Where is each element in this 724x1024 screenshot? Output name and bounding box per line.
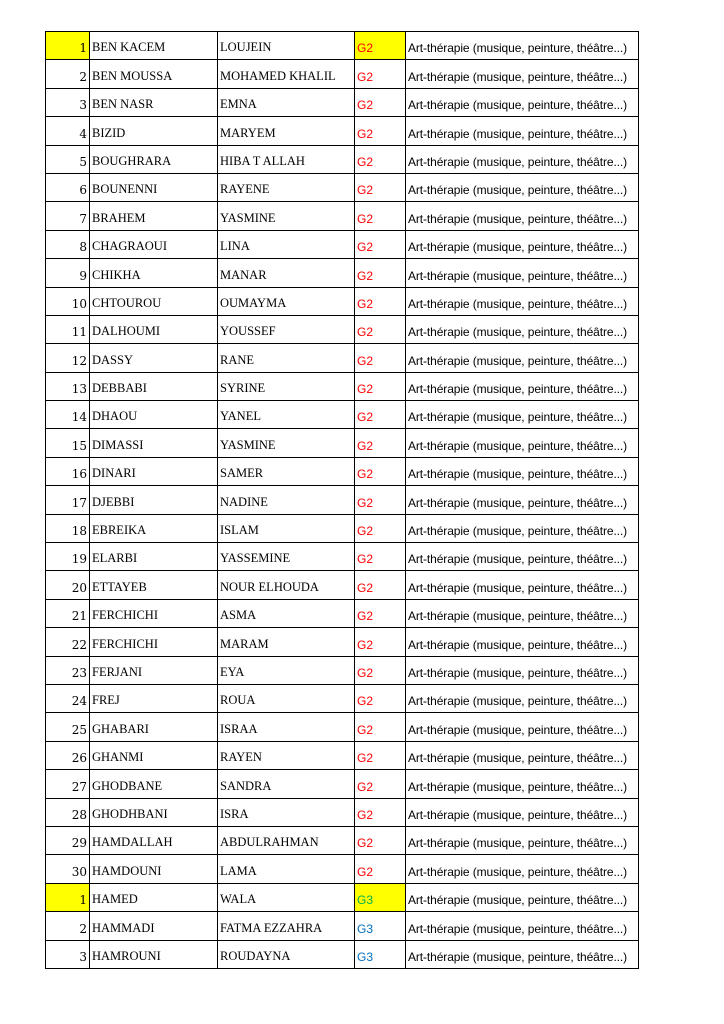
student-list-body [46,32,639,969]
first-name-cell: ROUA [218,684,355,712]
group-cell: G2 [355,230,406,258]
activity-cell: Art-thérapie (musique, peinture, théâtre...) [406,798,639,826]
table-row [46,826,639,854]
first-name-cell: YASSEMINE [218,543,355,571]
group-cell: G2 [355,543,406,571]
row-number-cell: 28 [46,798,90,826]
activity-cell: Art-thérapie (musique, peinture, théâtre...) [406,173,639,201]
last-name-cell: GHABARI [90,713,218,741]
table-row [46,88,639,116]
group-cell: G2 [355,117,406,145]
group-cell: G2 [355,514,406,542]
first-name-cell: ABDULRAHMAN [218,826,355,854]
group-cell: G2 [355,173,406,201]
row-number-cell: 9 [46,259,90,287]
row-number-cell: 12 [46,344,90,372]
first-name-cell: SANDRA [218,770,355,798]
row-number-cell: 8 [46,230,90,258]
last-name-cell: CHAGRAOUI [90,230,218,258]
first-name-cell: EYA [218,656,355,684]
group-cell: G3 [355,912,406,940]
row-number-cell: 24 [46,684,90,712]
last-name-cell: DIMASSI [90,429,218,457]
first-name-cell: YASMINE [218,429,355,457]
first-name-cell: YASMINE [218,202,355,230]
group-cell: G2 [355,684,406,712]
table-row [46,543,639,571]
table-row [46,401,639,429]
activity-cell: Art-thérapie (musique, peinture, théâtre...) [406,344,639,372]
row-number-cell: 3 [46,88,90,116]
activity-cell: Art-thérapie (musique, peinture, théâtre...) [406,656,639,684]
first-name-cell: ASMA [218,599,355,627]
activity-cell: Art-thérapie (musique, peinture, théâtre...) [406,457,639,485]
row-number-cell: 26 [46,741,90,769]
row-number-cell: 10 [46,287,90,315]
first-name-cell: RANE [218,344,355,372]
last-name-cell: DASSY [90,344,218,372]
first-name-cell: MANAR [218,259,355,287]
student-list-table [45,31,639,969]
group-cell: G2 [355,599,406,627]
first-name-cell: ISRAA [218,713,355,741]
last-name-cell: FERCHICHI [90,628,218,656]
row-number-cell: 1 [46,883,90,911]
last-name-cell: DEBBABI [90,372,218,400]
last-name-cell: CHIKHA [90,259,218,287]
last-name-cell: DINARI [90,457,218,485]
first-name-cell: HIBA T ALLAH [218,145,355,173]
group-cell: G2 [355,287,406,315]
group-cell: G2 [355,145,406,173]
group-cell: G2 [355,457,406,485]
last-name-cell: BRAHEM [90,202,218,230]
table-row [46,287,639,315]
last-name-cell: FREJ [90,684,218,712]
last-name-cell: ETTAYEB [90,571,218,599]
table-row [46,656,639,684]
first-name-cell: RAYEN [218,741,355,769]
first-name-cell: YANEL [218,401,355,429]
row-number-cell: 25 [46,713,90,741]
table-row [46,741,639,769]
group-cell: G2 [355,88,406,116]
activity-cell: Art-thérapie (musique, peinture, théâtre...) [406,145,639,173]
group-cell: G2 [355,344,406,372]
table-row [46,713,639,741]
table-row [46,770,639,798]
activity-cell: Art-thérapie (musique, peinture, théâtre...) [406,684,639,712]
row-number-cell: 30 [46,855,90,883]
row-number-cell: 18 [46,514,90,542]
first-name-cell: RAYENE [218,173,355,201]
first-name-cell: MARAM [218,628,355,656]
table-row [46,315,639,343]
table-row [46,855,639,883]
group-cell: G2 [355,32,406,60]
row-number-cell: 29 [46,826,90,854]
group-cell: G2 [355,826,406,854]
first-name-cell: SYRINE [218,372,355,400]
row-number-cell: 1 [46,32,90,60]
activity-cell: Art-thérapie (musique, peinture, théâtre...) [406,599,639,627]
table-row [46,486,639,514]
row-number-cell: 2 [46,912,90,940]
activity-cell: Art-thérapie (musique, peinture, théâtre...) [406,372,639,400]
row-number-cell: 2 [46,60,90,88]
activity-cell: Art-thérapie (musique, peinture, théâtre...) [406,429,639,457]
table-row [46,230,639,258]
table-row [46,912,639,940]
last-name-cell: BIZID [90,117,218,145]
last-name-cell: BEN MOUSSA [90,60,218,88]
activity-cell: Art-thérapie (musique, peinture, théâtre...) [406,713,639,741]
last-name-cell: GHODBANE [90,770,218,798]
last-name-cell: FERCHICHI [90,599,218,627]
group-cell: G2 [355,798,406,826]
table-row [46,117,639,145]
table-row [46,883,639,911]
first-name-cell: ISLAM [218,514,355,542]
row-number-cell: 3 [46,940,90,968]
row-number-cell: 22 [46,628,90,656]
activity-cell: Art-thérapie (musique, peinture, théâtre...) [406,117,639,145]
activity-cell: Art-thérapie (musique, peinture, théâtre...) [406,826,639,854]
row-number-cell: 27 [46,770,90,798]
activity-cell: Art-thérapie (musique, peinture, théâtre...) [406,571,639,599]
table-row [46,940,639,968]
row-number-cell: 11 [46,315,90,343]
activity-cell: Art-thérapie (musique, peinture, théâtre...) [406,315,639,343]
group-cell: G2 [355,741,406,769]
activity-cell: Art-thérapie (musique, peinture, théâtre...) [406,88,639,116]
activity-cell: Art-thérapie (musique, peinture, théâtre...) [406,741,639,769]
activity-cell: Art-thérapie (musique, peinture, théâtre...) [406,940,639,968]
table-row [46,60,639,88]
last-name-cell: HAMED [90,883,218,911]
row-number-cell: 14 [46,401,90,429]
activity-cell: Art-thérapie (musique, peinture, théâtre...) [406,912,639,940]
first-name-cell: SAMER [218,457,355,485]
group-cell: G2 [355,372,406,400]
group-cell: G2 [355,429,406,457]
row-number-cell: 16 [46,457,90,485]
group-cell: G2 [355,202,406,230]
group-cell: G2 [355,770,406,798]
row-number-cell: 20 [46,571,90,599]
table-row [46,372,639,400]
last-name-cell: BOUGHRARA [90,145,218,173]
last-name-cell: BEN NASR [90,88,218,116]
table-row [46,798,639,826]
last-name-cell: HAMDOUNI [90,855,218,883]
activity-cell: Art-thérapie (musique, peinture, théâtre...) [406,230,639,258]
activity-cell: Art-thérapie (musique, peinture, théâtre...) [406,401,639,429]
last-name-cell: HAMDALLAH [90,826,218,854]
last-name-cell: DJEBBI [90,486,218,514]
row-number-cell: 23 [46,656,90,684]
activity-cell: Art-thérapie (musique, peinture, théâtre...) [406,486,639,514]
table-row [46,259,639,287]
first-name-cell: NOUR ELHOUDA [218,571,355,599]
last-name-cell: HAMMADI [90,912,218,940]
last-name-cell: DHAOU [90,401,218,429]
row-number-cell: 7 [46,202,90,230]
table-row [46,173,639,201]
last-name-cell: ELARBI [90,543,218,571]
first-name-cell: LOUJEIN [218,32,355,60]
group-cell: G2 [355,315,406,343]
first-name-cell: NADINE [218,486,355,514]
last-name-cell: FERJANI [90,656,218,684]
row-number-cell: 21 [46,599,90,627]
first-name-cell: EMNA [218,88,355,116]
group-cell: G2 [355,571,406,599]
table-row [46,32,639,60]
table-row [46,599,639,627]
first-name-cell: WALA [218,883,355,911]
group-cell: G2 [355,401,406,429]
table-row [46,457,639,485]
last-name-cell: DALHOUMI [90,315,218,343]
last-name-cell: GHANMI [90,741,218,769]
group-cell: G2 [355,628,406,656]
group-cell: G2 [355,259,406,287]
activity-cell: Art-thérapie (musique, peinture, théâtre...) [406,855,639,883]
activity-cell: Art-thérapie (musique, peinture, théâtre...) [406,883,639,911]
row-number-cell: 5 [46,145,90,173]
first-name-cell: YOUSSEF [218,315,355,343]
group-cell: G3 [355,940,406,968]
first-name-cell: FATMA EZZAHRA [218,912,355,940]
activity-cell: Art-thérapie (musique, peinture, théâtre...) [406,287,639,315]
table-row [46,202,639,230]
table-row [46,571,639,599]
group-cell: G2 [355,656,406,684]
activity-cell: Art-thérapie (musique, peinture, théâtre...) [406,259,639,287]
group-cell: G2 [355,855,406,883]
activity-cell: Art-thérapie (musique, peinture, théâtre...) [406,514,639,542]
last-name-cell: GHODHBANI [90,798,218,826]
first-name-cell: LAMA [218,855,355,883]
table-row [46,684,639,712]
group-cell: G2 [355,713,406,741]
activity-cell: Art-thérapie (musique, peinture, théâtre...) [406,202,639,230]
row-number-cell: 13 [46,372,90,400]
table-row [46,145,639,173]
activity-cell: Art-thérapie (musique, peinture, théâtre...) [406,770,639,798]
activity-cell: Art-thérapie (musique, peinture, théâtre...) [406,60,639,88]
first-name-cell: MOHAMED KHALIL [218,60,355,88]
first-name-cell: ISRA [218,798,355,826]
activity-cell: Art-thérapie (musique, peinture, théâtre...) [406,628,639,656]
group-cell: G3 [355,883,406,911]
table-row [46,344,639,372]
activity-cell: Art-thérapie (musique, peinture, théâtre...) [406,543,639,571]
group-cell: G2 [355,486,406,514]
group-cell: G2 [355,60,406,88]
table-row [46,628,639,656]
table-row [46,429,639,457]
last-name-cell: BOUNENNI [90,173,218,201]
first-name-cell: MARYEM [218,117,355,145]
last-name-cell: CHTOUROU [90,287,218,315]
row-number-cell: 4 [46,117,90,145]
first-name-cell: ROUDAYNA [218,940,355,968]
last-name-cell: BEN KACEM [90,32,218,60]
activity-cell: Art-thérapie (musique, peinture, théâtre...) [406,32,639,60]
row-number-cell: 19 [46,543,90,571]
first-name-cell: LINA [218,230,355,258]
row-number-cell: 17 [46,486,90,514]
last-name-cell: EBREIKA [90,514,218,542]
row-number-cell: 6 [46,173,90,201]
first-name-cell: OUMAYMA [218,287,355,315]
last-name-cell: HAMROUNI [90,940,218,968]
row-number-cell: 15 [46,429,90,457]
table-row [46,514,639,542]
